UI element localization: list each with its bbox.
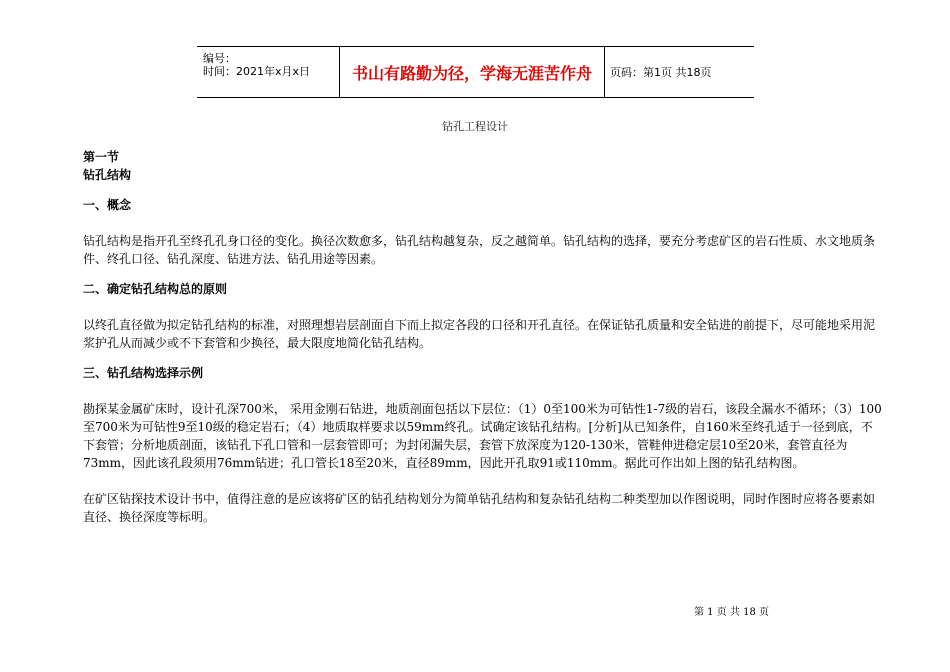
section-number: 第一节 (83, 150, 120, 164)
document-title: 钻孔工程设计 (442, 120, 508, 133)
paragraph-example: 勘探某金属矿床时，设计孔深700米， 采用金刚石钻进，地质剖面包括以下层位：（1）0至100米为可钻性1-7级的岩石，该段全漏水不循环；（3）100至700米为可钻性9至10级的稳定岩石；（4）地质取样要求以59mm终孔。试确定该钻孔结构。[分析]从已知条件，自160米至终孔适于一径到底，不下套管；分析地质剖面，该钻孔下孔口管和一层套管即可；为封闭漏失层，套管下放深度为120-130米，管鞋伸进稳定层10至20米，套管直径为73mm，因此该孔段须用76mm钻进；孔口管长18至20米，直径89mm，因此开孔取91或110mm。据此可作出如上图的钻孔结构图。 (83, 402, 882, 470)
number-label: 编号： (203, 52, 236, 65)
heading-concept: 一、概念 (83, 198, 132, 212)
paragraph-note: 在矿区钻探技术设计书中，值得注意的是应该将矿区的钻孔结构划分为简单钻孔结构和复杂钻孔结构二种类型加以作图说明，同时作图时应将各要素如直径、换径深度等标明。 (83, 492, 876, 524)
heading-principle: 二、确定钻孔结构总的原则 (83, 282, 228, 296)
page-header (197, 46, 754, 98)
paragraph-concept: 钻孔结构是指开孔至终孔孔身口径的变化。换径次数愈多，钻孔结构越复杂，反之越简单。钻孔结构的选择，要充分考虑矿区的岩石性质、水文地质条件、终孔口径、钻孔深度、钻进方法、钻孔用途等因素。 (83, 234, 876, 266)
document-body (83, 148, 883, 526)
time-label: 时间：2021年x月x日 (203, 65, 311, 78)
header-meta (197, 47, 339, 97)
header-motto: 书山有路勤为径，学海无涯苦作舟 (339, 47, 605, 97)
header-page-code: 页码：第1页 共18页 (610, 66, 712, 79)
paragraph-principle: 以终孔直径做为拟定钻孔结构的标准，对照理想岩层剖面自下而上拟定各段的口径和开孔直径。在保证钻孔质量和安全钻进的前提下，尽可能地采用泥浆护孔从而减少或不下套管和少换径，最大限度地简化钻孔结构。 (83, 318, 876, 350)
section-name: 钻孔结构 (83, 168, 132, 182)
page-footer: 第 1 页 共 18 页 (694, 607, 769, 618)
heading-example: 三、钻孔结构选择示例 (83, 366, 204, 380)
